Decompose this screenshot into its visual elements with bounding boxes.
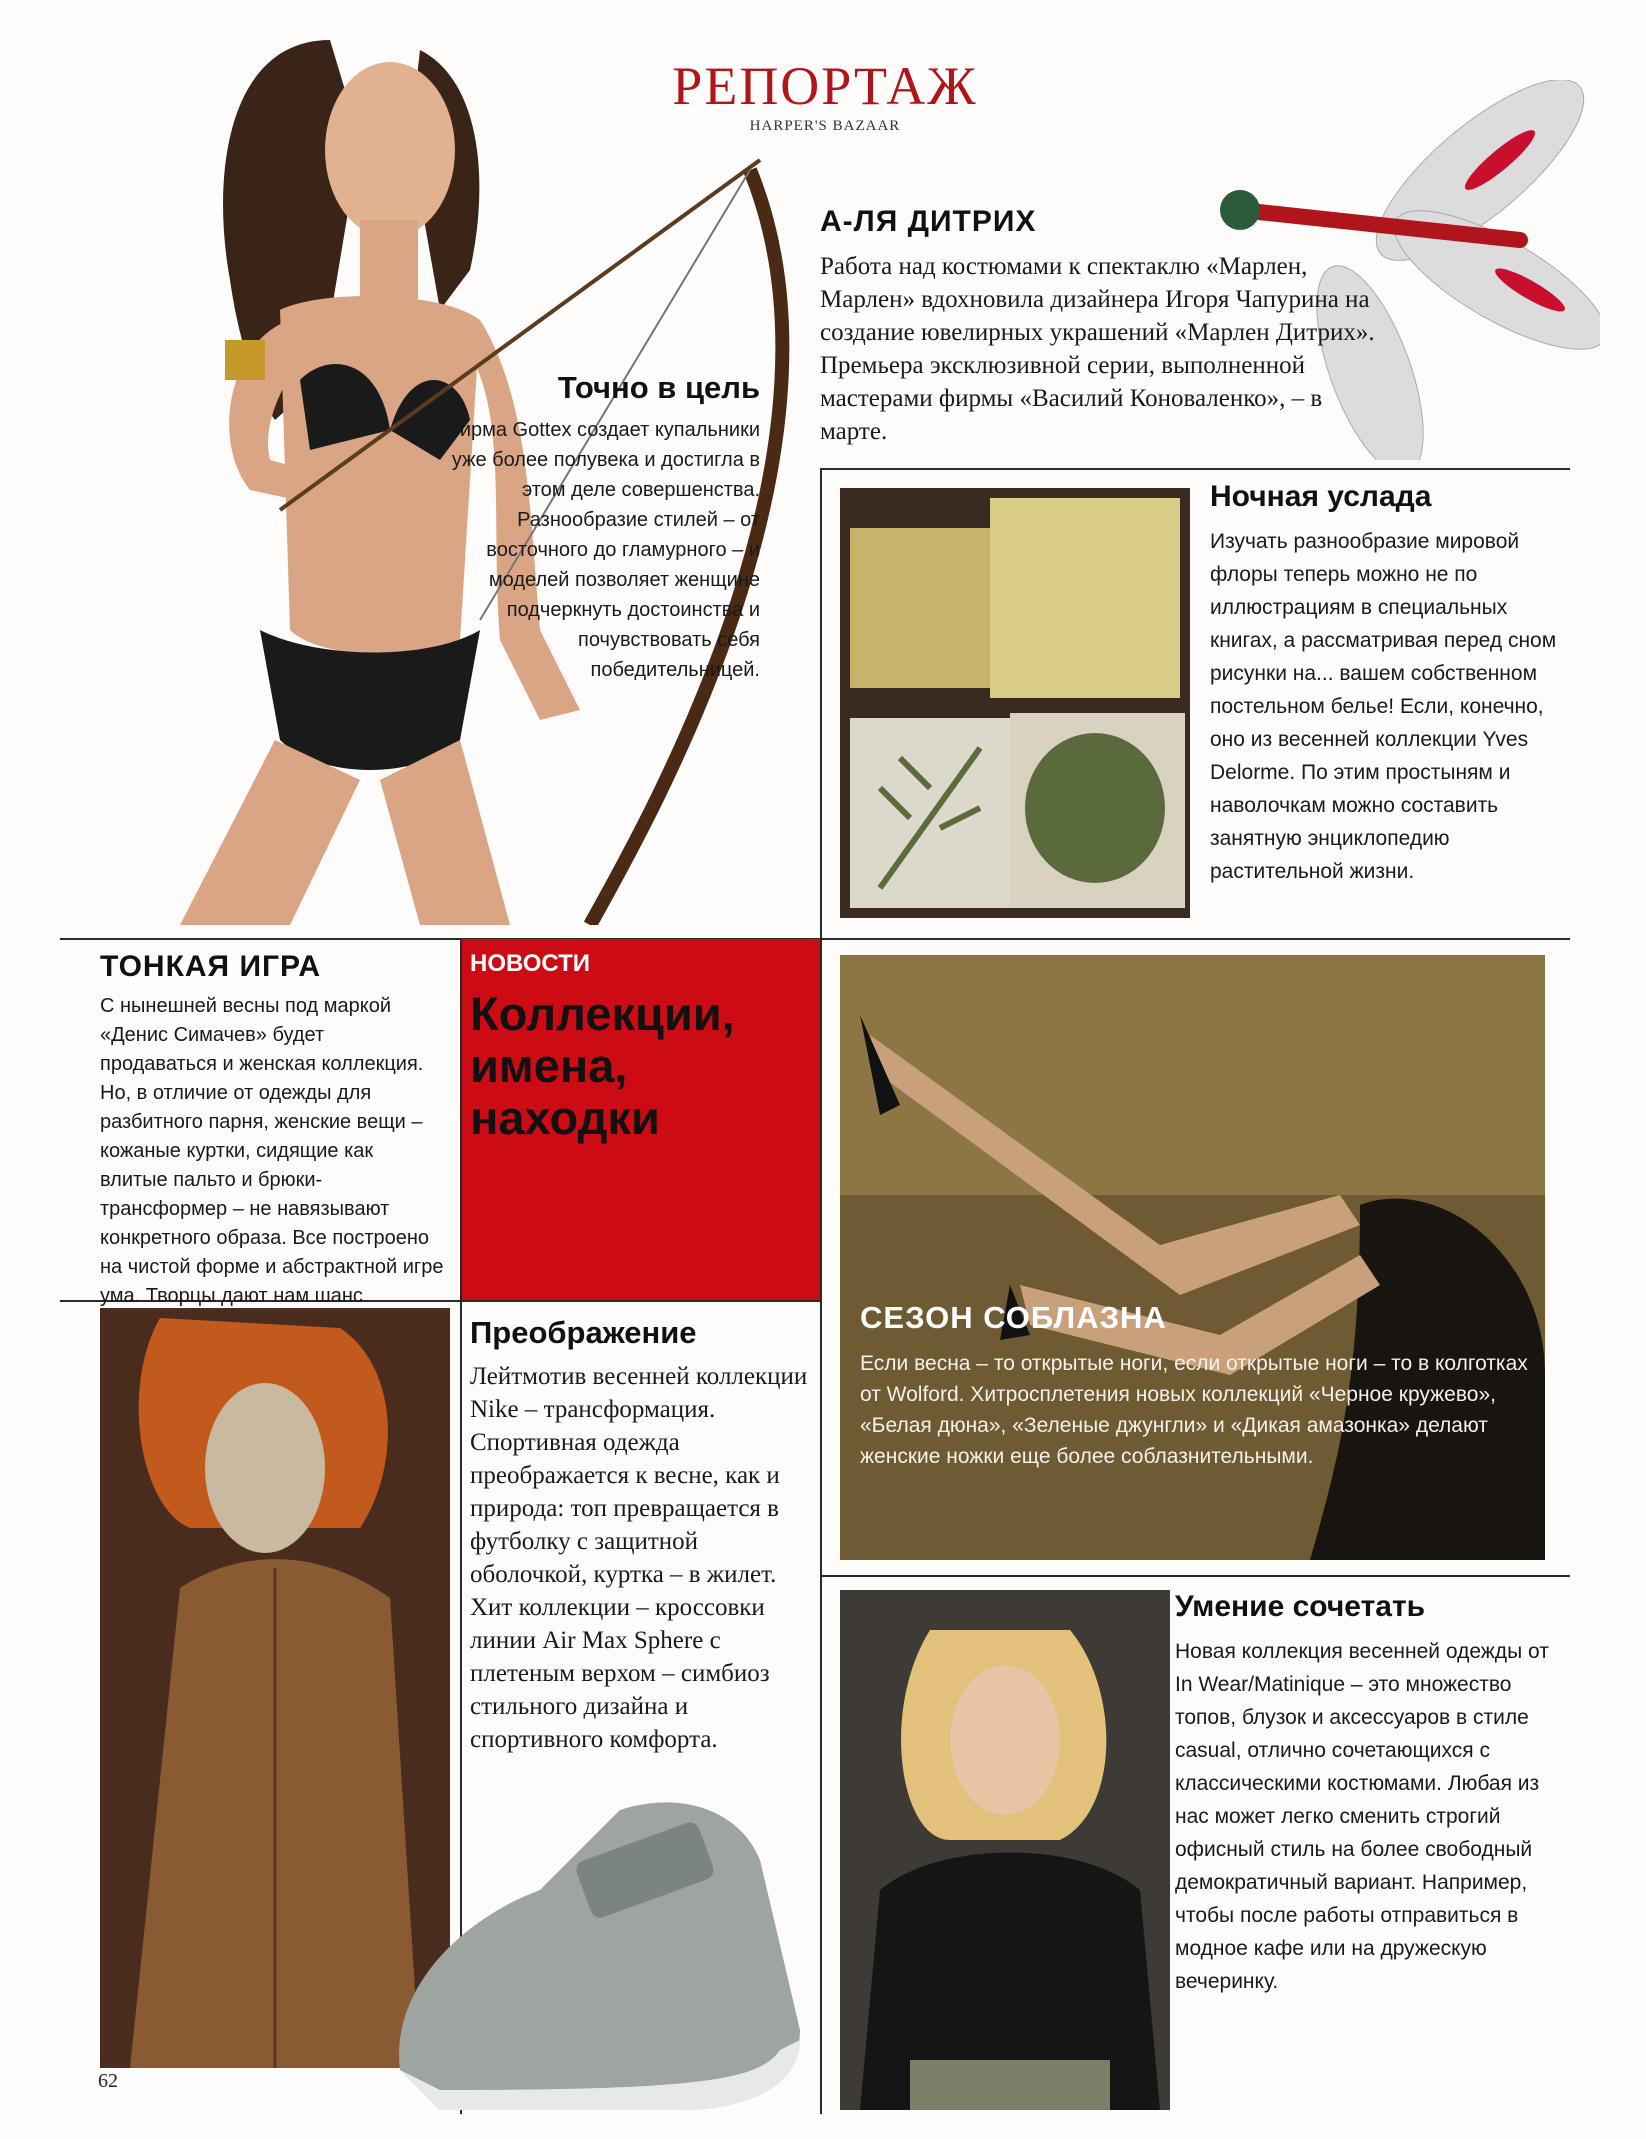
woman-illustration <box>840 1590 1170 2110</box>
bikini-title: Точно в цель <box>557 370 760 405</box>
thin-title: ТОНКАЯ ИГРА <box>100 950 322 983</box>
rubric-title: РЕПОРТАЖ <box>672 56 978 116</box>
news-title: Коллекции, имена, находки <box>470 987 735 1144</box>
bedding-illustration <box>840 488 1190 918</box>
night-text: Изучать разнообразие мировой флоры теперь можно не по иллюстрациям в специальных книгах, а рассматривая перед сном рисунки на... вашем собственном постельном белье! Если, конечно, оно из весенней коллекции Yves Delorme. По этим простыням и наволочкам можно составить занятную энциклопедию растительной жизни. <box>1210 530 1557 883</box>
dietrich-text: Работа над костюмами к спектаклю «Марлен, Марлен» вдохновила дизайнера Игоря Чапурина на создание ювелирных украшений «Марлен Дитрих». Премьера эксклюзивной серии, выполненной мастерами фирмы «Василий Коноваленко», – в марте. <box>820 253 1375 445</box>
divider <box>462 1300 820 1302</box>
bikini-text: Фирма Gottex создает купальники уже более полувека и достигла в этом деле совершенства. Разнообразие стилей – от восточного до гламурного – и моделей позволяет женщине подчеркнуть достоинства и почувствовать себя победительницей. <box>444 419 760 681</box>
transformation-text: Лейтмотив весенней коллекции Nike – трансформация. Спортивная одежда преображается к весне, как и природа: топ превращается в футболку с защитной оболочкой, куртка – в жилет. Хит коллекции – кроссовки линии Air Max Sphere с плетеным верхом – симбиоз стильного дизайна и спортивного комфорта. <box>470 1363 808 1753</box>
transformation-title: Преображение <box>470 1315 697 1350</box>
combine-text: Новая коллекция весенней одежды от In Wear/Matinique – это множество топов, блузок и аксессуаров в стиле casual, отлично сочетающихся с классическими костюмами. Любая из нас может легко сменить строгий офисный стиль на более свободный демократичный вариант. Например, чтобы после работы отправиться в модное кафе или на дружескую вечеринку. <box>1175 1640 1549 1993</box>
divider <box>820 470 822 940</box>
news-label: НОВОСТИ <box>470 950 591 977</box>
magazine-name: HARPER'S BAZAAR <box>749 118 901 134</box>
night-title: Ночная услада <box>1210 480 1432 513</box>
season-title: СЕЗОН СОБЛАЗНА <box>860 1300 1167 1335</box>
thin-text: С нынешней весны под маркой «Денис Симачев» будет продаваться и женская коллекция. Но, в отличие от одежды для разбитного парня, женские вещи – кожаные куртки, сидящие как влитые пальто и брюки-трансформер – не навязывают конкретного образа. Все построено на чистой форме и абстрактной игре ума. Творцы дают нам шанс <box>100 995 444 1307</box>
combine-title: Умение сочетать <box>1175 1590 1426 1623</box>
page-number: 62 <box>98 2070 118 2092</box>
season-text: Если весна – то открытые ноги, если открытые ноги – то в колготках от Wolford. Хитросплетения новых коллекций «Черное кружево», «Белая дюна», «Зеленые джунгли» и «Дикая амазонка» делают женские ножки еще более соблазнительными. <box>860 1352 1528 1468</box>
dietrich-title: А-ЛЯ ДИТРИХ <box>820 205 1037 238</box>
sneaker-illustration <box>380 1770 820 2130</box>
divider <box>820 1575 1570 1577</box>
photo-blonde-woman <box>840 1590 1170 2110</box>
divider <box>820 468 1570 470</box>
photo-bedding <box>840 488 1190 918</box>
photo-sneaker <box>380 1770 820 2130</box>
divider <box>820 939 822 2114</box>
